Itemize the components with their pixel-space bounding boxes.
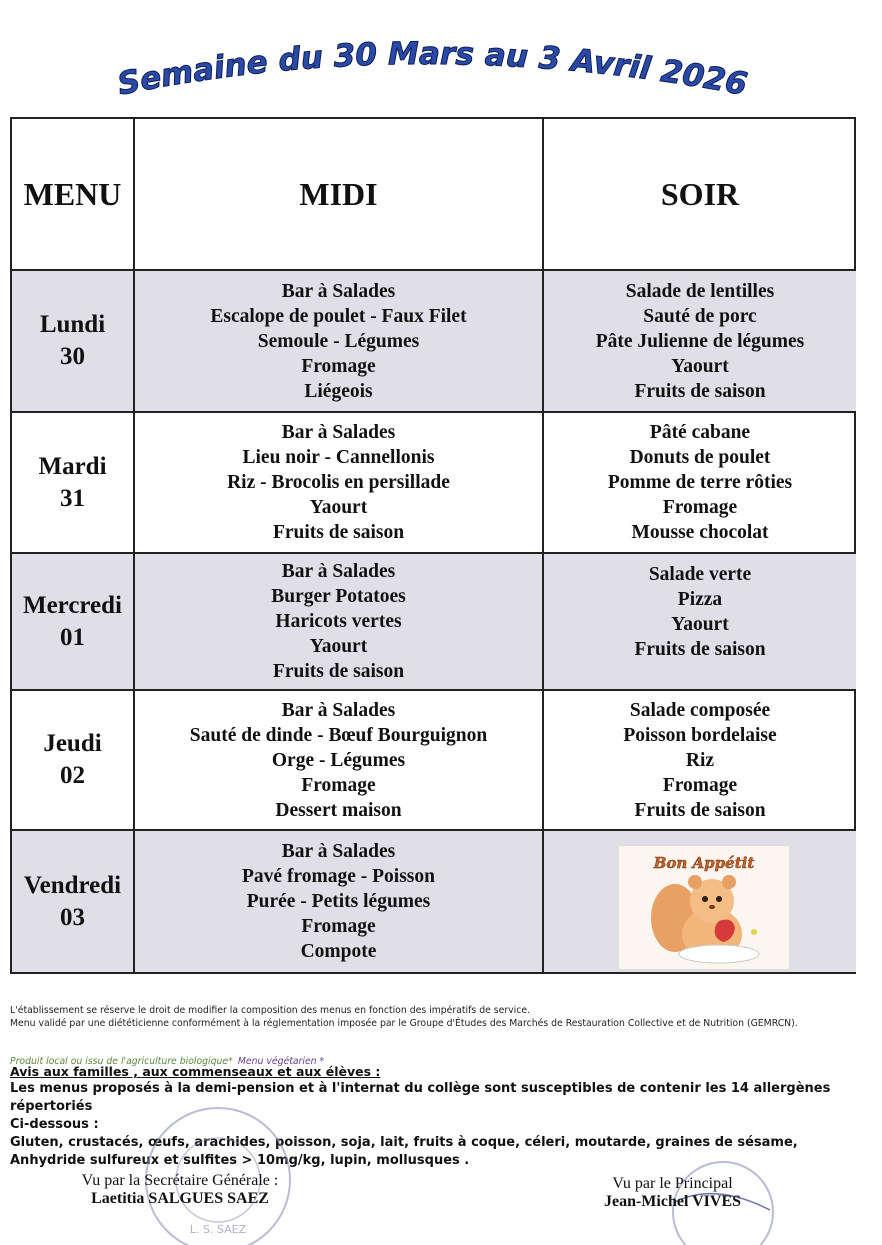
notice-heading: Avis aux familles , aux commenseaux et aux élèves :: [10, 1064, 381, 1079]
dish: Yaourt: [309, 636, 368, 657]
dish: Yaourt: [671, 613, 729, 635]
midi-jeudi: [135, 691, 542, 829]
page-title-text: Semaine du 30 Mars au 3 Avril 2026: [114, 40, 750, 103]
svg-text:Semaine du 30 Mars au 3 Avril: [115, 40, 750, 103]
dish: Pâte Julienne de légumes: [595, 330, 805, 352]
day-vendredi: [12, 831, 133, 972]
dish: Poisson bordelaise: [623, 724, 777, 746]
bon-appetit-illustration: [618, 845, 790, 970]
day-date: 31: [60, 484, 85, 512]
allergens-line: Gluten, crustacés, œufs, arachides, poisson, soja, lait, fruits à coque, céleri, moutarde, graines de sésame,: [10, 1135, 798, 1150]
svg-text:L. S. SAEZ: L. S. SAEZ: [189, 1223, 247, 1236]
day-date: 30: [60, 343, 85, 370]
dish: Fromage: [662, 774, 738, 796]
dish: Sauté de dinde - Bœuf Bourguignon: [189, 724, 488, 746]
dish: Fruits de saison: [272, 522, 405, 543]
plate: [679, 945, 759, 963]
dish: Orge - Légumes: [271, 749, 406, 771]
dish: Pâté cabane: [649, 422, 751, 443]
dish: Pavé fromage - Poisson: [242, 866, 435, 887]
dish: Fruits de saison: [634, 799, 766, 821]
signature-role: Vu par la Secrétaire Générale :: [81, 1172, 279, 1189]
dish: Salade composée: [629, 699, 771, 721]
day-date: 01: [60, 623, 85, 651]
soir-mercredi: [544, 554, 856, 669]
dish: Yaourt: [309, 497, 368, 518]
vegetarian-label: Menu végétarien *: [237, 1056, 325, 1067]
dish: Fruits de saison: [272, 661, 405, 682]
dish: Bar à Salades: [281, 699, 396, 721]
dish: Riz: [685, 749, 715, 771]
day-date: 03: [60, 903, 85, 931]
flower: [751, 929, 757, 935]
allergens-line: Anhydride sulfureux et sulfites > 10mg/kg, lupin, mollusques .: [10, 1153, 470, 1168]
soir-mardi: [544, 413, 856, 552]
squirrel-ear: [688, 875, 702, 889]
allergens-line: Ci-dessous :: [10, 1117, 99, 1132]
midi-mercredi: [135, 554, 542, 689]
header-midi: MIDI: [299, 175, 378, 212]
signature-role: Vu par le Principal: [612, 1175, 733, 1192]
dish: Fruits de saison: [634, 638, 766, 660]
dish: Bar à Salades: [281, 561, 396, 582]
dish: Fromage: [662, 497, 738, 518]
dish: Haricots vertes: [275, 611, 402, 632]
dish: Bar à Salades: [281, 841, 396, 862]
dish: Fromage: [301, 774, 376, 796]
dish: Riz - Brocolis en persillade: [227, 472, 450, 493]
midi-mardi: [135, 413, 542, 552]
day-lundi: [12, 271, 133, 411]
squirrel-eye: [702, 896, 708, 902]
dish: Salade verte: [648, 563, 752, 585]
dish: Escalope de poulet - Faux Filet: [210, 305, 467, 327]
dish: Salade de lentilles: [625, 280, 775, 302]
midi-vendredi: [135, 831, 542, 972]
dish: Fruits de saison: [634, 380, 766, 402]
soir-lundi: [544, 271, 856, 411]
dish: Burger Potatoes: [271, 586, 406, 607]
day-name: Mercredi: [22, 591, 123, 619]
soir-jeudi: [544, 691, 856, 829]
day-mardi: [12, 413, 133, 552]
dish: Fromage: [301, 355, 376, 377]
day-name: Jeudi: [43, 730, 102, 757]
dish: Compote: [300, 941, 377, 962]
bon-appetit-caption: Bon Appétit: [653, 854, 755, 872]
dish: Fromage: [301, 916, 376, 937]
day-date: 02: [60, 762, 85, 789]
local-product-label: Produit local ou issu de l'agriculture biologique*: [10, 1056, 233, 1067]
page-title: [0, 40, 882, 120]
dish: Pizza: [677, 588, 723, 610]
signature-principal: [575, 1175, 770, 1211]
footer-note-2: Menu validé par une diététicienne conformément à la réglementation imposée par le Groupe d'Études des Marchés de Restauration Collective et de Nutrition (GEMRCN).: [10, 1018, 798, 1029]
signature-secretary: [55, 1172, 305, 1208]
day-jeudi: [12, 691, 133, 829]
day-name: Vendredi: [23, 871, 122, 899]
dish: Purée - Petits légumes: [246, 891, 431, 912]
midi-lundi: [135, 271, 542, 411]
dish: Pomme de terre rôties: [607, 472, 793, 493]
dish: Yaourt: [671, 355, 729, 377]
dish: Mousse chocolat: [631, 522, 769, 543]
squirrel-nose: [709, 905, 715, 909]
allergens-line: Les menus proposés à la demi-pension et à l'internat du collège sont susceptibles de contenir les 14 allergènes répertoriés: [10, 1081, 831, 1114]
day-name: Lundi: [39, 311, 106, 338]
dish: Bar à Salades: [281, 422, 396, 443]
day-name: Mardi: [38, 452, 107, 480]
squirrel-ear: [722, 875, 736, 889]
dish: Lieu noir - Cannellonis: [242, 447, 435, 468]
day-mercredi: [12, 554, 133, 689]
dish: Semoule - Légumes: [257, 330, 420, 352]
dish: Bar à Salades: [281, 280, 396, 302]
dish: Dessert maison: [275, 799, 402, 821]
dish: Donuts de poulet: [629, 447, 771, 468]
dish: Sauté de porc: [643, 305, 757, 327]
header-menu: MENU: [23, 175, 122, 212]
signature-name: Jean-Michel VIVES: [603, 1193, 742, 1210]
signature-name: Laetitia SALGUES SAEZ: [91, 1190, 269, 1207]
footer-note-1: L'établissement se réserve le droit de modifier la composition des menus en fonction des impératifs de service.: [10, 1005, 531, 1016]
school-stamp: [128, 1085, 298, 1245]
header-soir: SOIR: [660, 175, 740, 212]
squirrel-eye: [716, 896, 722, 902]
dish: Liégeois: [304, 380, 373, 402]
